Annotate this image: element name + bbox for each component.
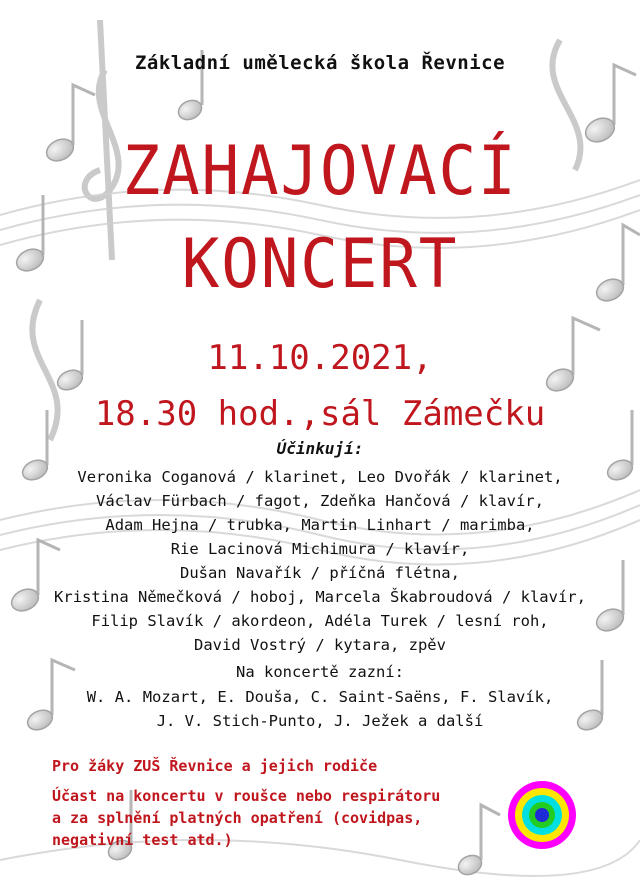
covid-note-line: Účast na koncertu v roušce nebo respirátoru: [52, 787, 441, 805]
covid-note-line: a za splnění platných opatření (covidpas,: [52, 809, 423, 827]
title-line-1: ZAHAJOVACÍ: [122, 132, 518, 211]
covid-note-line: negativní test atd.): [52, 831, 233, 849]
performers-heading: Účinkují:: [276, 439, 364, 458]
performer-line: Filip Slavík / akordeon, Adéla Turek / lesní roh,: [91, 612, 549, 630]
event-date: 11.10.2021,: [207, 338, 433, 378]
audience-note: Pro žáky ZUŠ Řevnice a jejich rodiče: [52, 757, 378, 775]
composer-line: J. V. Stich-Punto, J. Ježek a další: [156, 712, 484, 730]
performer-line: Dušan Navařík / příčná flétna,: [180, 564, 460, 582]
title-line-2: KONCERT: [181, 225, 459, 304]
rainbow-rings-icon: [506, 779, 578, 851]
performer-line: Veronika Coganová / klarinet, Leo Dvořák / klarinet,: [77, 468, 563, 486]
performer-line: David Vostrý / kytara, zpěv: [194, 636, 446, 654]
composers-heading: Na koncertě zazní:: [236, 663, 404, 681]
school-name: Základní umělecká škola Řevnice: [134, 52, 506, 74]
event-time-venue: 18.30 hod.,sál Zámečku: [94, 394, 546, 434]
performer-line: Rie Lacinová Michimura / klavír,: [170, 540, 470, 558]
covid-note: [52, 785, 492, 851]
performer-line: Václav Fürbach / fagot, Zdeňka Hančová / klavír,: [96, 492, 544, 510]
performer-line: Adam Hejna / trubka, Martin Linhart / marimba,: [105, 516, 535, 534]
composers-list: [0, 685, 640, 733]
composer-line: W. A. Mozart, E. Douša, C. Saint-Saëns, F. Slavík,: [86, 688, 554, 706]
performers-list: [0, 465, 640, 657]
performer-line: Kristina Němečková / hoboj, Marcela Škabroudová / klavír,: [54, 588, 586, 606]
